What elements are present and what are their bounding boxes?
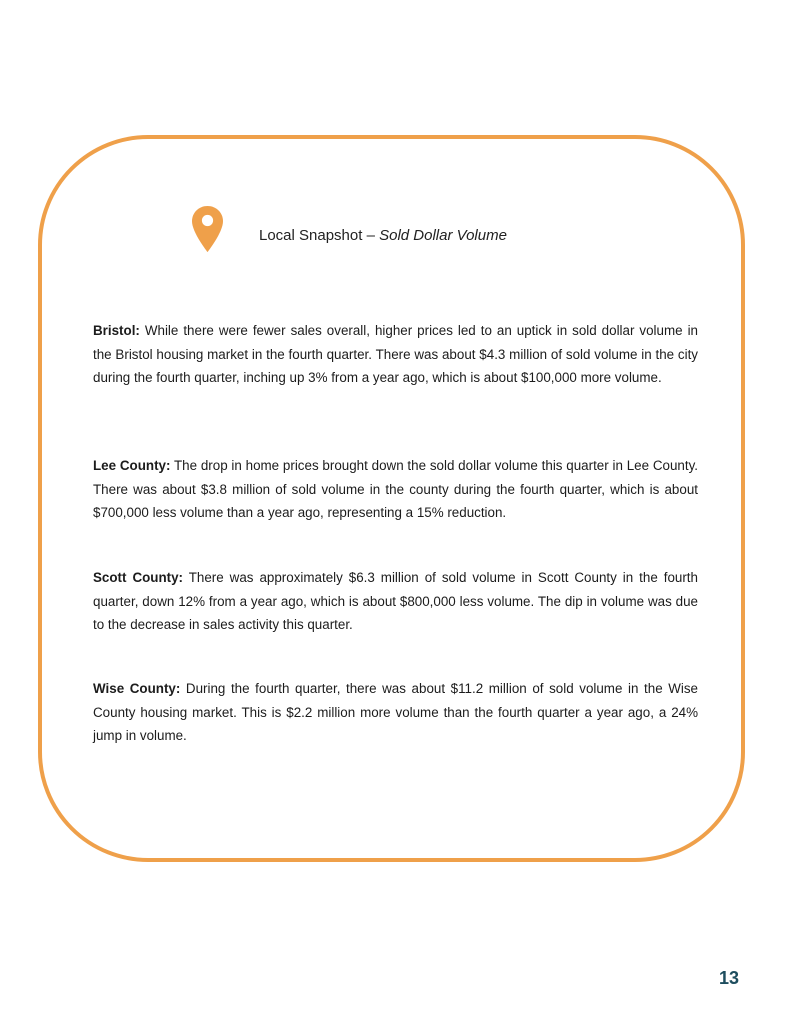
heading-prefix: Local Snapshot – — [259, 227, 380, 244]
paragraph-label: Scott County: — [93, 570, 184, 585]
paragraph-wise-county — [93, 677, 698, 748]
paragraph-text: The drop in home prices brought down the sold dollar volume this quarter in Lee County. There was about $3.8 million of sold volume in the county during the fourth quarter, which is about $700,000 less volume than a year ago, representing a 15% reduction. — [93, 458, 698, 520]
paragraph-text: While there were fewer sales overall, higher prices led to an uptick in sold dollar volume in the Bristol housing market in the fourth quarter. There was about $4.3 million of sold volume in the city during the fourth quarter, inching up 3% from a year ago, which is about $100,000 more volume. — [93, 323, 698, 385]
page-number: 13 — [718, 968, 739, 988]
paragraph-text: There was approximately $6.3 million of sold volume in Scott County in the fourth quarter, down 12% from a year ago, which is about $800,000 less volume. The dip in volume was due to the decrease in sales activity this quarter. — [93, 570, 698, 632]
section-heading — [259, 226, 507, 246]
location-pin-icon — [191, 205, 224, 253]
heading-emphasis: Sold Dollar Volume — [379, 227, 507, 244]
paragraph-bristol — [93, 319, 698, 390]
paragraph-label: Lee County: — [93, 458, 171, 473]
paragraph-label: Bristol: — [93, 323, 140, 338]
paragraph-scott-county — [93, 566, 698, 637]
paragraph-lee-county — [93, 454, 698, 525]
paragraph-text: During the fourth quarter, there was about $11.2 million of sold volume in the Wise County housing market. This is $2.2 million more volume than the fourth quarter a year ago, a 24% jump in volume. — [93, 681, 698, 743]
paragraph-label: Wise County: — [93, 681, 181, 696]
